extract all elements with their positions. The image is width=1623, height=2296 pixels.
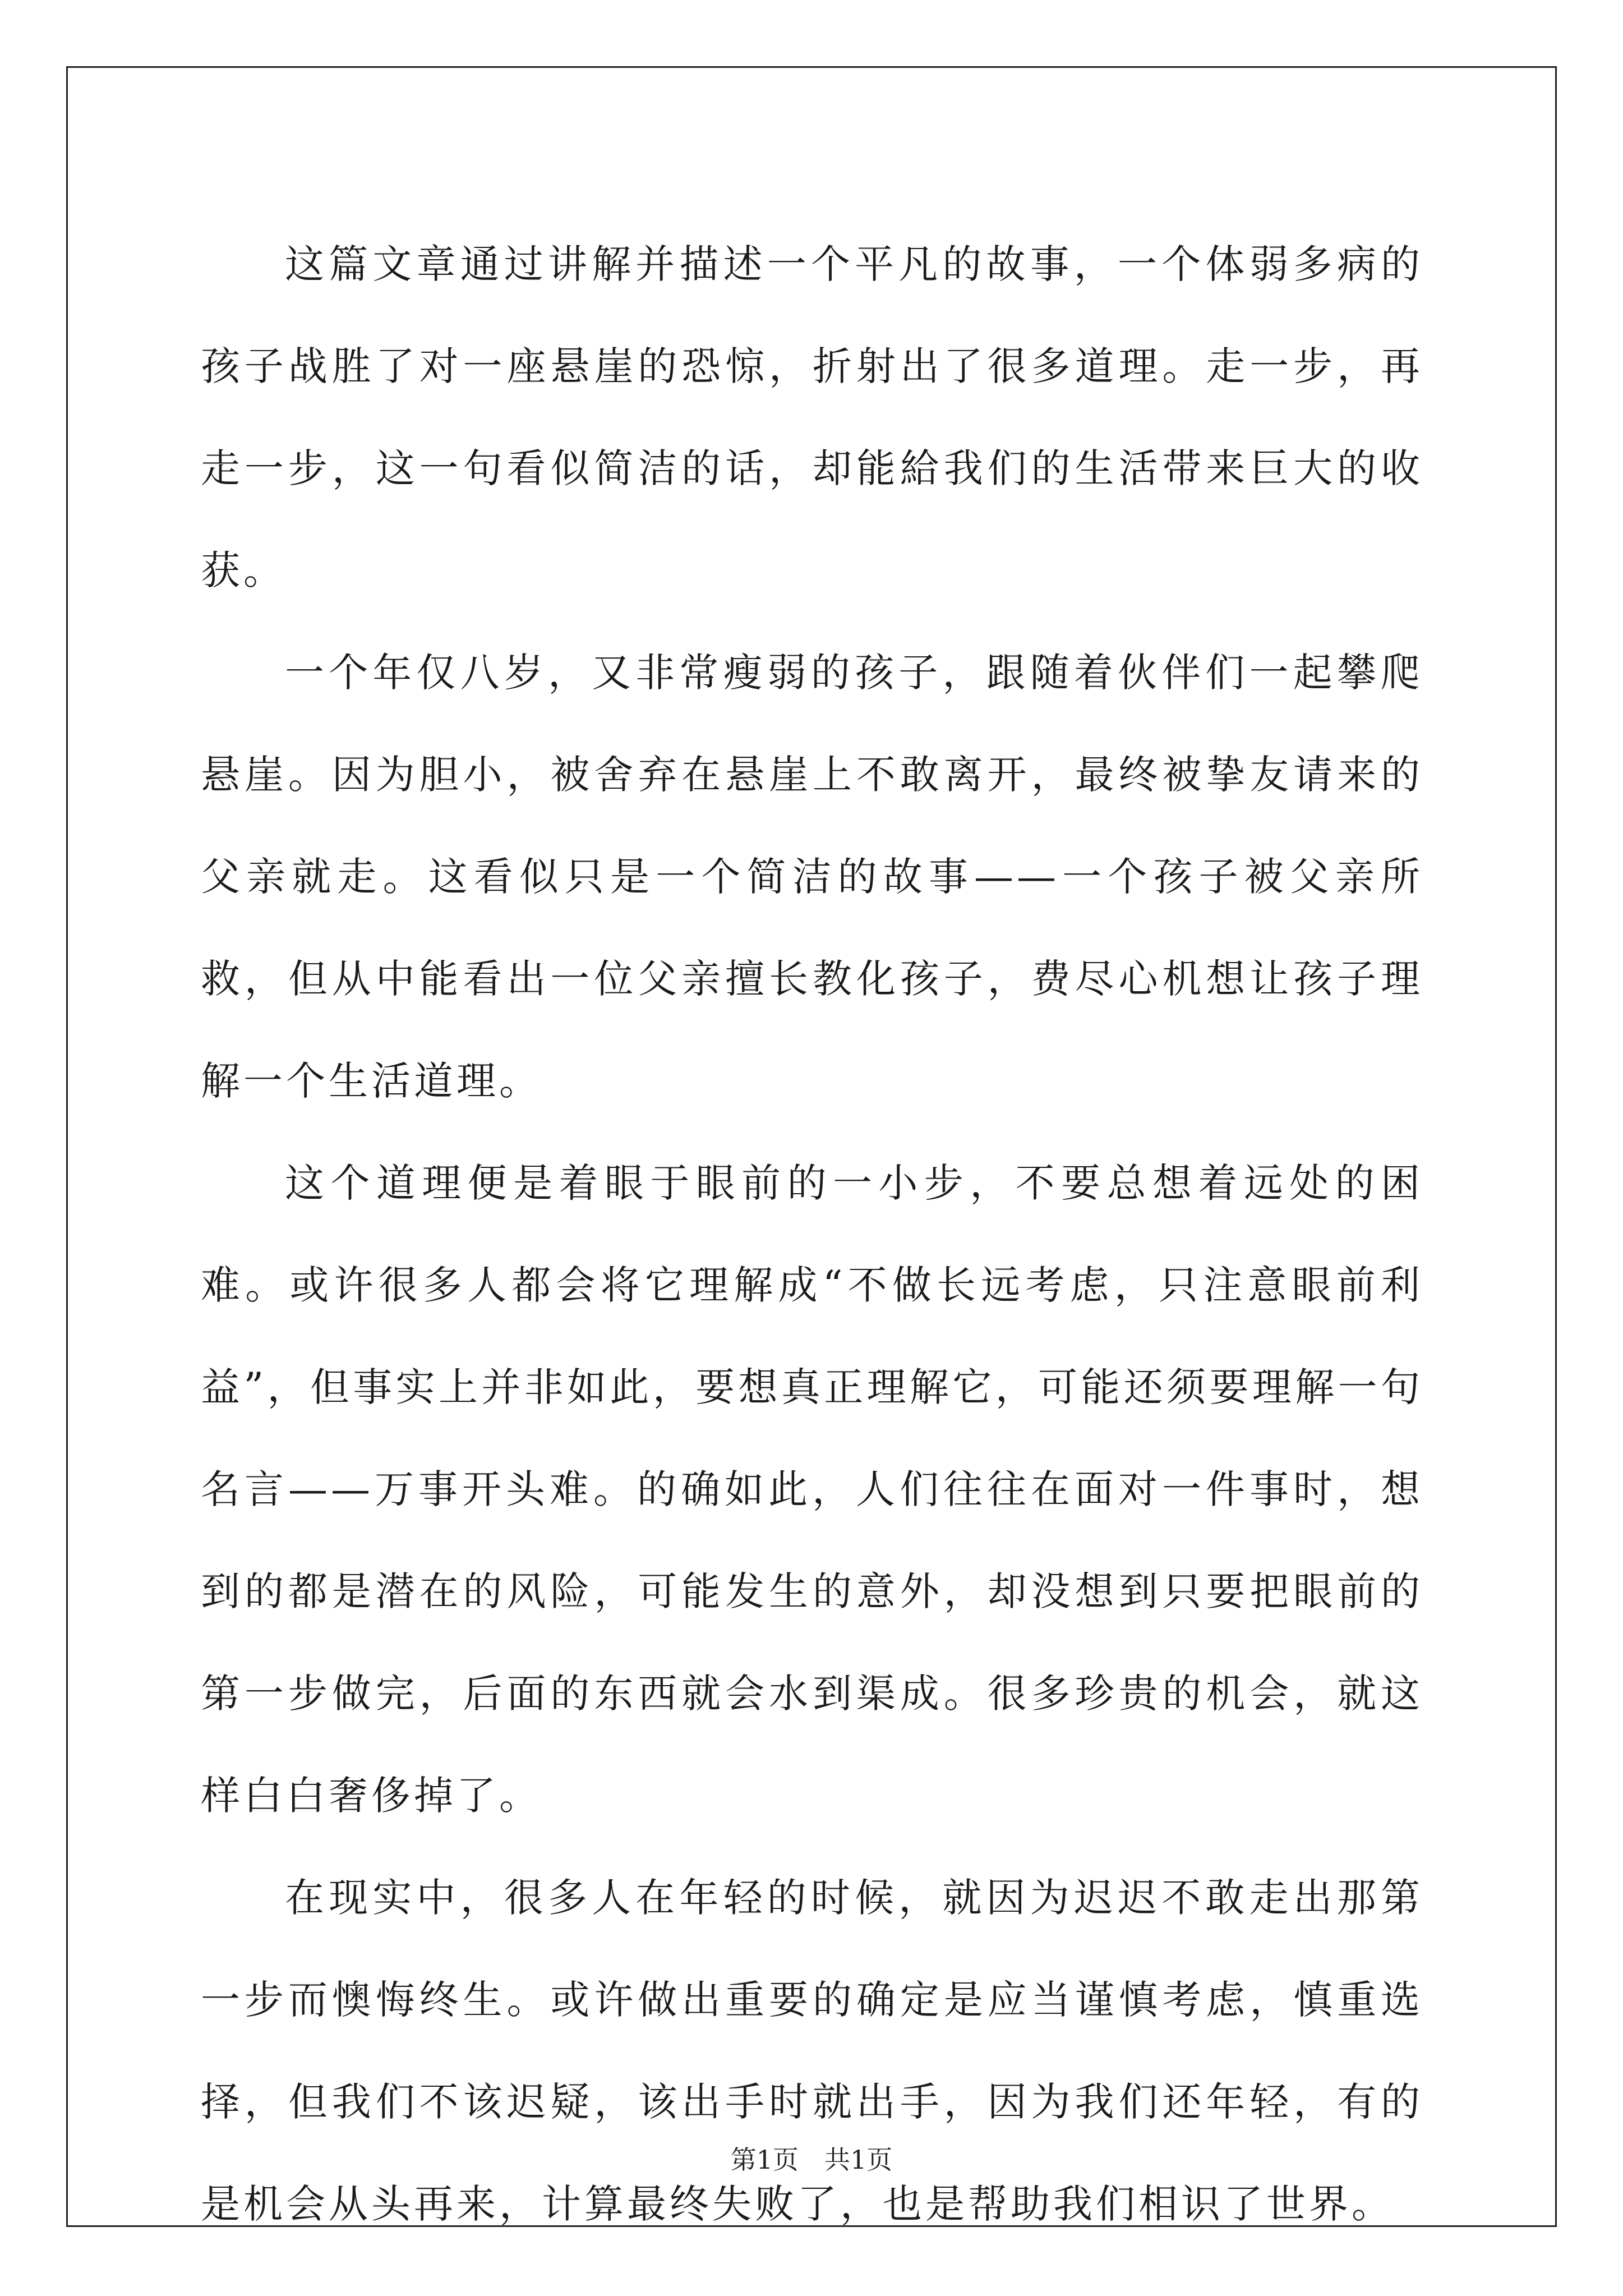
paragraph-4: 在现实中，很多人在年轻的时候，就因为迟迟不敢走出那第一步而懊悔终生。或许做出重要的确定是应当谨慎考虑，慎重选择，但我们不该迟疑，该出手时就出手，因为我们还年轻，有的是机会从头再来，计算最终失败了，也是帮助我们相识了世界。 <box>201 1875 1423 2227</box>
page-footer <box>0 2143 1623 2177</box>
page-number-total: 共1页 <box>824 2145 893 2175</box>
document-body <box>201 213 1423 2255</box>
paragraph-1: 这篇文章通过讲解并描述一个平凡的故事，一个体弱多病的孩子战胜了对一座悬崖的恐惊，折射出了很多道理。走一步，再走一步，这一句看似简洁的话，却能給我们的生活带来巨大的收获。 <box>201 241 1423 593</box>
paragraph-2: 一个年仅八岁，又非常瘦弱的孩子，跟随着伙伴们一起攀爬悬崖。因为胆小，被舍弃在悬崖上不敢离开，最终被挚友请来的父亲就走。这看似只是一个简洁的故事——一个孩子被父亲所救，但从中能看出一位父亲擅长教化孩子，费尽心机想让孩子理解一个生活道理。 <box>201 650 1423 1104</box>
paragraph-3: 这个道理便是着眼于眼前的一小步，不要总想着远处的困难。或许很多人都会将它理解成“不做长远考虑，只注意眼前利益”，但事实上并非如此，要想真正理解它，可能还须要理解一句名言——万事开头难。的确如此，人们往往在面对一件事时，想到的都是潜在的风险，可能发生的意外，却没想到只要把眼前的第一步做完，后面的东西就会水到渠成。很多珍贵的机会，就这样白白奢侈掉了。 <box>201 1160 1423 1819</box>
page-number-current: 第1页 <box>730 2145 799 2175</box>
